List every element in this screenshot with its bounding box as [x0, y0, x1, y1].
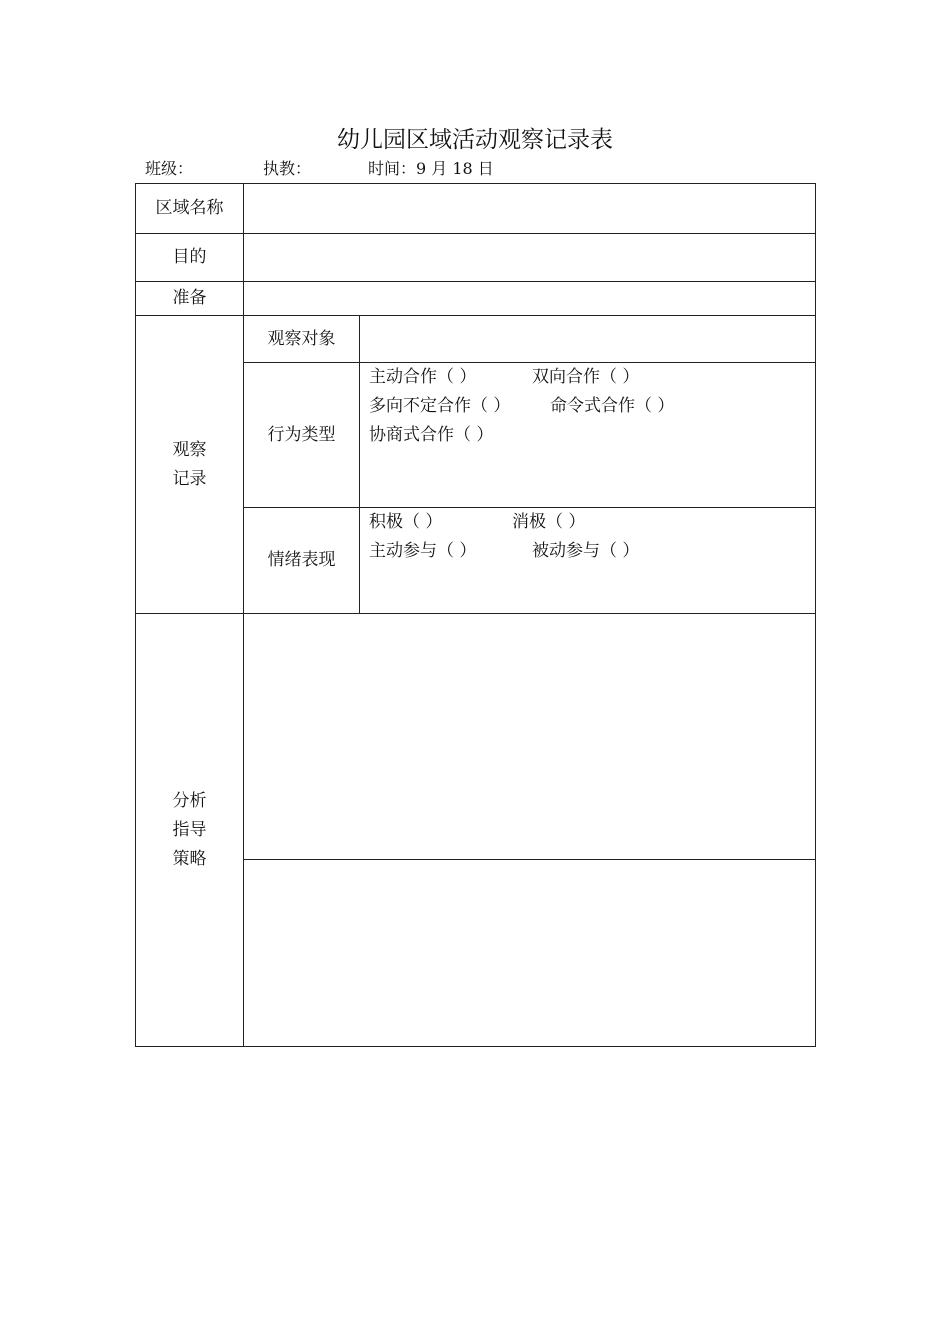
table-divider	[359, 315, 360, 614]
observe-target-label: 观察对象	[267, 328, 336, 349]
option-multi-coop: 多向不定合作（ ）	[369, 396, 511, 416]
record-label-line2: 记录	[172, 468, 207, 489]
teacher-label: 执教：	[263, 159, 312, 178]
page-title: 幼儿园区域活动观察记录表	[337, 127, 613, 153]
option-active-coop: 主动合作（ ）	[369, 367, 477, 387]
option-active-participation: 主动参与（ ）	[369, 541, 477, 561]
record-label-line1: 观察	[172, 439, 207, 460]
analysis-label-line2: 指导	[172, 819, 207, 840]
table-border-bottom	[135, 1046, 816, 1047]
table-divider	[244, 859, 816, 860]
analysis-label-line1: 分析	[172, 790, 207, 811]
class-label: 班级：	[145, 159, 194, 178]
option-positive: 积极（ ）	[369, 512, 443, 532]
analysis-strategy-label	[136, 614, 243, 1046]
option-negotiate-coop: 协商式合作（ ）	[369, 425, 494, 445]
analysis-label-line3: 策略	[172, 848, 207, 869]
area-name-label: 区域名称	[155, 198, 224, 218]
time-label: 时间：9 月 18 日	[368, 159, 494, 178]
option-command-coop: 命令式合作（ ）	[550, 396, 675, 416]
table-border-right	[815, 183, 816, 1047]
emotion-label: 情绪表现	[267, 550, 336, 570]
observation-record-label	[136, 316, 243, 613]
table-divider	[243, 183, 244, 1047]
preparation-label: 准备	[172, 288, 207, 308]
purpose-label: 目的	[172, 247, 207, 267]
option-two-way-coop: 双向合作（ ）	[532, 367, 640, 387]
behavior-type-label: 行为类型	[267, 424, 336, 445]
option-negative: 消极（ ）	[512, 512, 586, 532]
option-passive-participation: 被动参与（ ）	[532, 541, 640, 561]
